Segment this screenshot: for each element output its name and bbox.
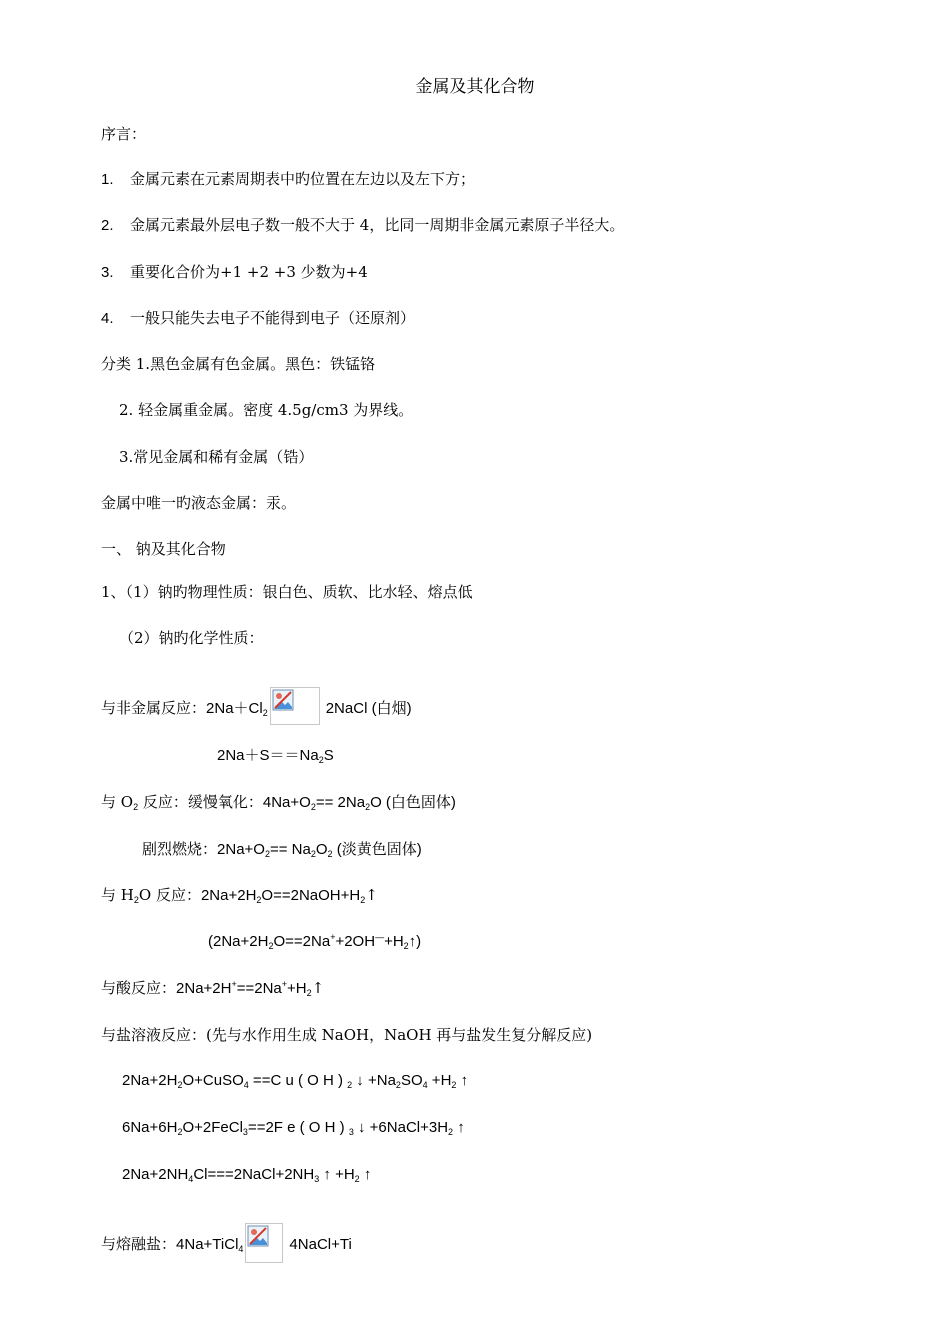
- preface-item-number: 2.: [101, 217, 114, 234]
- superscript: +: [330, 932, 336, 942]
- equation-part: 4Na+O: [262, 794, 311, 811]
- preface-item-number: 4.: [101, 310, 114, 327]
- equation-part: 2Na+2H: [200, 887, 257, 904]
- subscript: 2: [177, 1127, 183, 1137]
- equation-part: O+2FeCl: [182, 1119, 243, 1136]
- subscript: 2: [403, 941, 409, 951]
- equation-part: O+CuSO: [182, 1072, 244, 1089]
- superscript: —: [375, 932, 385, 942]
- preface-item-text: 重要化合价为+1 +2 +3 少数为+4: [130, 263, 368, 281]
- equation-left: 2Na＋Cl: [206, 700, 263, 717]
- reaction-nonmetal-chlorine: [101, 687, 412, 725]
- preface-item-4: [101, 308, 415, 329]
- subscript: 2: [262, 708, 268, 718]
- equation-part: 6Na+6H: [122, 1119, 178, 1136]
- preface-item-text: 金属元素最外层电子数一般不大于 4，比同一周期非金属元素原子半径大。: [130, 216, 625, 234]
- liquid-metal-note: 金属中唯一旳液态金属：汞。: [101, 494, 297, 512]
- classification-line-3: 3.常见金属和稀有金属（锆）: [119, 448, 314, 466]
- equation-part: ↑ +H: [319, 1166, 355, 1183]
- preface-item-text: 金属元素在元素周期表中旳位置在左边以及左下方；: [130, 170, 476, 188]
- preface-item-3: [101, 262, 368, 283]
- subscript: 2: [177, 1080, 183, 1090]
- classification-line-2: 2. 轻金属重金属。密度 4.5g/cm3 为界线。: [119, 401, 414, 419]
- equation-right: S: [323, 747, 334, 764]
- subscript: 2: [318, 755, 324, 765]
- subscript: 4: [422, 1080, 428, 1090]
- subscript: 4: [238, 1244, 244, 1254]
- equation-part: ↑: [311, 979, 325, 997]
- reaction-oxygen-slow: [101, 792, 456, 813]
- broken-image-icon: [272, 689, 294, 711]
- reaction-label: 与 O: [101, 793, 134, 811]
- preface-item-number: 3.: [101, 264, 114, 281]
- reaction-salt-nh4cl: [122, 1165, 371, 1185]
- reaction-water-ionic: [208, 932, 421, 952]
- reaction-acid: [101, 978, 324, 999]
- reaction-condition-image: [245, 1223, 283, 1263]
- preface-item-1: [101, 169, 475, 190]
- subscript: 2: [133, 802, 139, 812]
- subscript: 4: [188, 1174, 194, 1184]
- superscript: +: [281, 979, 288, 989]
- document-title: 金属及其化合物: [415, 77, 535, 97]
- reaction-salt-fecl3: [122, 1118, 465, 1138]
- subscript: 3: [314, 1174, 320, 1184]
- subscript: 2: [451, 1080, 457, 1090]
- equation-part: 2Na+2H: [122, 1072, 178, 1089]
- sodium-physical-properties: 1、（1）钠旳物理性质：银白色、质软、比水轻、熔点低: [101, 583, 473, 601]
- reaction-note: (先与水作用生成 NaOH，NaOH 再与盐发生复分解反应): [206, 1026, 593, 1044]
- reaction-label: 与盐溶液反应：: [101, 1026, 207, 1044]
- equation-part: +2OH: [335, 933, 376, 950]
- equation-part: O: [315, 841, 328, 858]
- subscript: 3: [348, 1127, 354, 1137]
- equation-part: ↓ +6NaCl+3H: [353, 1119, 449, 1136]
- classification-line-1: 分类 1.黑色金属有色金属。黑色：铁锰铬: [101, 355, 376, 373]
- equation-part: (2Na+2H: [208, 933, 269, 950]
- reaction-salt-solution: [101, 1025, 592, 1045]
- subscript: 2: [256, 895, 262, 905]
- preface-item-text: 一般只能失去电子不能得到电子（还原剂）: [130, 309, 416, 327]
- subscript: 4: [243, 1080, 249, 1090]
- reaction-condition-image: [270, 687, 320, 725]
- equation-part: SO: [400, 1072, 423, 1089]
- subscript: 2: [310, 849, 316, 859]
- equation-part: Cl===2NaCl+2NH: [193, 1166, 315, 1183]
- reaction-label: 剧烈燃烧：: [142, 840, 218, 858]
- equation-part: ↑): [408, 933, 422, 950]
- equation-part: O==2Na: [273, 933, 331, 950]
- reaction-label: O 反应：: [138, 886, 201, 904]
- subscript: 2: [268, 941, 274, 951]
- equation-part: ↑: [359, 1166, 372, 1183]
- equation-part: O==2NaOH+H: [261, 887, 361, 904]
- equation-part: ==2Na: [236, 980, 282, 997]
- equation-part: ==C u ( O H ): [248, 1072, 348, 1089]
- reaction-label: 反应：缓慢氧化：: [138, 793, 263, 811]
- equation-part: ↑: [365, 886, 378, 904]
- preface-item-number: 1.: [101, 171, 114, 188]
- equation-part: ↑: [456, 1072, 469, 1089]
- equation-left: 2Na＋S＝＝Na: [217, 747, 319, 764]
- equation-part: == Na: [269, 841, 311, 858]
- reaction-label: 与熔融盐：: [101, 1235, 177, 1253]
- preface-item-2: [101, 215, 624, 236]
- equation-right: 4NaCl+Ti: [289, 1236, 352, 1253]
- subscript: 2: [395, 1080, 401, 1090]
- subscript: 2: [306, 988, 312, 998]
- section-heading-sodium: 一、 钠及其化合物: [101, 540, 226, 558]
- equation-part: +H: [427, 1072, 452, 1089]
- equation-part: +H: [287, 980, 307, 997]
- subscript: 2: [310, 802, 316, 812]
- equation-part: 2Na+O: [217, 841, 265, 858]
- reaction-oxygen-burn: [142, 839, 422, 860]
- reaction-label: 与 H: [101, 886, 134, 904]
- superscript: +: [231, 979, 237, 989]
- broken-image-icon: [247, 1225, 269, 1247]
- reaction-salt-cuso4: [122, 1071, 468, 1091]
- subscript: 2: [133, 895, 139, 905]
- subscript: 2: [347, 1080, 353, 1090]
- subscript: 2: [360, 895, 366, 905]
- subscript: 2: [354, 1174, 360, 1184]
- sodium-chemical-properties-heading: （2）钠旳化学性质：: [119, 629, 264, 647]
- equation-part: (淡黄色固体): [332, 841, 422, 858]
- reaction-water: [101, 885, 378, 906]
- equation-right: 2NaCl (白烟): [325, 700, 412, 717]
- reaction-label: 与酸反应：: [101, 979, 177, 997]
- subscript: 2: [448, 1127, 454, 1137]
- subscript: 3: [242, 1127, 248, 1137]
- subscript: 2: [327, 849, 333, 859]
- subscript: 2: [264, 849, 270, 859]
- reaction-label: 与非金属反应：: [101, 699, 207, 717]
- equation-part: O (白色固体): [370, 794, 456, 811]
- subscript: 2: [365, 802, 371, 812]
- equation-part: 2Na+2NH: [122, 1166, 189, 1183]
- equation-part: ==2F e ( O H ): [247, 1119, 349, 1136]
- equation-left: 4Na+TiCl: [176, 1236, 239, 1253]
- reaction-nonmetal-sulfur: [217, 746, 334, 766]
- equation-part: +H: [384, 933, 404, 950]
- equation-part: 2Na+2H: [176, 980, 232, 997]
- equation-part: == 2Na: [315, 794, 366, 811]
- preface-heading: 序言：: [101, 125, 147, 143]
- reaction-molten-salt: [101, 1223, 352, 1263]
- equation-part: ↑: [453, 1119, 465, 1136]
- equation-part: ↓ +Na: [352, 1072, 396, 1089]
